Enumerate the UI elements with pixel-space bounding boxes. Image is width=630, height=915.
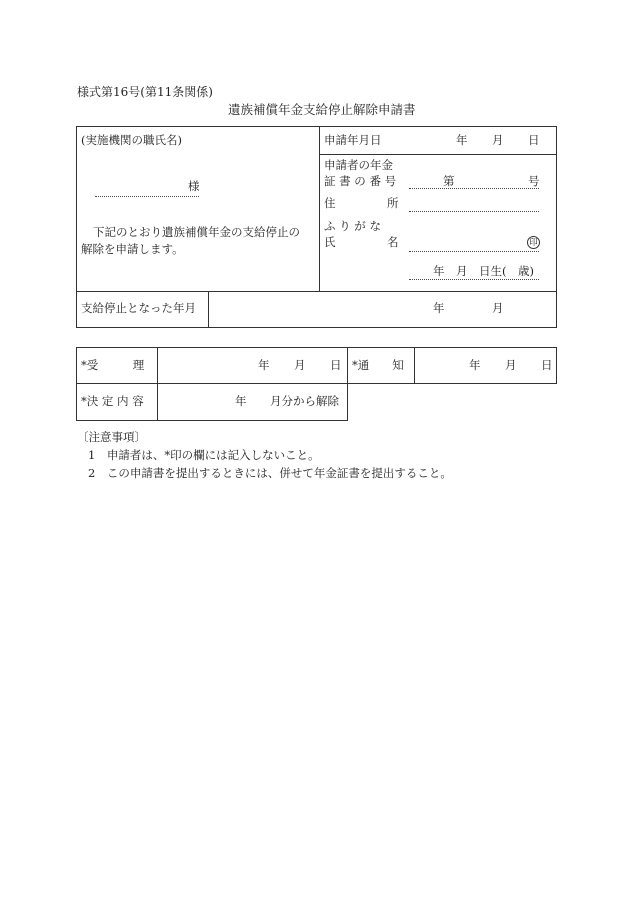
receipt-label: *受 理 <box>81 358 145 372</box>
cert-label-line1: 申請者の年金 <box>324 158 393 172</box>
decision-row-left <box>76 383 77 421</box>
suspension-month: 月 <box>492 301 504 315</box>
main-divider-horizontal <box>76 291 557 292</box>
address-label-1: 住 <box>324 196 336 210</box>
notice-month: 月 <box>505 358 517 372</box>
address-label-2: 所 <box>387 196 399 210</box>
suspension-year: 年 <box>433 301 445 315</box>
addressee-name-line[interactable] <box>95 196 199 197</box>
birth-date-text: 年 月 日生( 歳) <box>433 264 534 278</box>
seal-icon: 印 <box>527 236 540 249</box>
birth-date-line[interactable] <box>409 279 539 280</box>
office-use-receipt-notice-row <box>76 347 557 384</box>
notes-item-2: 2 この申請書を提出するときには、併せて年金証書を提出すること。 <box>88 466 452 480</box>
request-text-line1: 下記のとおり遺族補償年金の支給停止の <box>93 225 300 239</box>
office-divider-2 <box>347 347 348 421</box>
name-label-2: 名 <box>387 235 399 249</box>
decision-text: 月分から解除 <box>270 394 339 408</box>
notice-label: *通 知 <box>352 358 404 372</box>
notice-year: 年 <box>469 358 481 372</box>
receipt-year: 年 <box>258 358 270 372</box>
notice-day: 日 <box>541 358 553 372</box>
main-divider-vertical <box>319 126 320 292</box>
applicant-date-divider <box>319 154 557 155</box>
cert-number-line[interactable] <box>409 188 539 189</box>
addressee-honorific: 様 <box>188 179 200 193</box>
receipt-day: 日 <box>330 358 342 372</box>
notes-heading: 〔注意事項〕 <box>77 430 146 444</box>
name-line[interactable] <box>409 251 539 252</box>
decision-label: *決 定 内 容 <box>81 394 144 408</box>
form-title: 遺族補償年金支給停止解除申請書 <box>228 102 416 117</box>
notes-item-1: 1 申請者は、*印の欄には記入しないこと。 <box>88 448 320 462</box>
form-number: 様式第16号(第11条関係) <box>77 85 213 99</box>
cert-prefix: 第 <box>443 174 455 188</box>
address-line[interactable] <box>409 211 539 212</box>
office-divider-3 <box>414 347 415 384</box>
receipt-month: 月 <box>294 358 306 372</box>
suspension-label: 支給停止となった年月 <box>81 301 196 315</box>
cert-label-line2: 証 書 の 番 号 <box>324 174 397 188</box>
cert-suffix: 号 <box>528 174 540 188</box>
application-date-month: 月 <box>492 133 504 147</box>
decision-row-bottom <box>76 420 348 421</box>
suspension-divider <box>208 291 209 328</box>
office-divider-1 <box>157 347 158 421</box>
application-date-label: 申請年月日 <box>324 133 382 147</box>
furigana-label: ふ り が な <box>324 219 381 233</box>
request-text-line2: 解除を申請します。 <box>81 242 184 256</box>
application-date-year: 年 <box>456 133 468 147</box>
decision-year: 年 <box>235 394 247 408</box>
name-label-1: 氏 <box>324 235 336 249</box>
addressee-label: (実施機関の職氏名) <box>81 133 182 147</box>
application-date-day: 日 <box>528 133 540 147</box>
